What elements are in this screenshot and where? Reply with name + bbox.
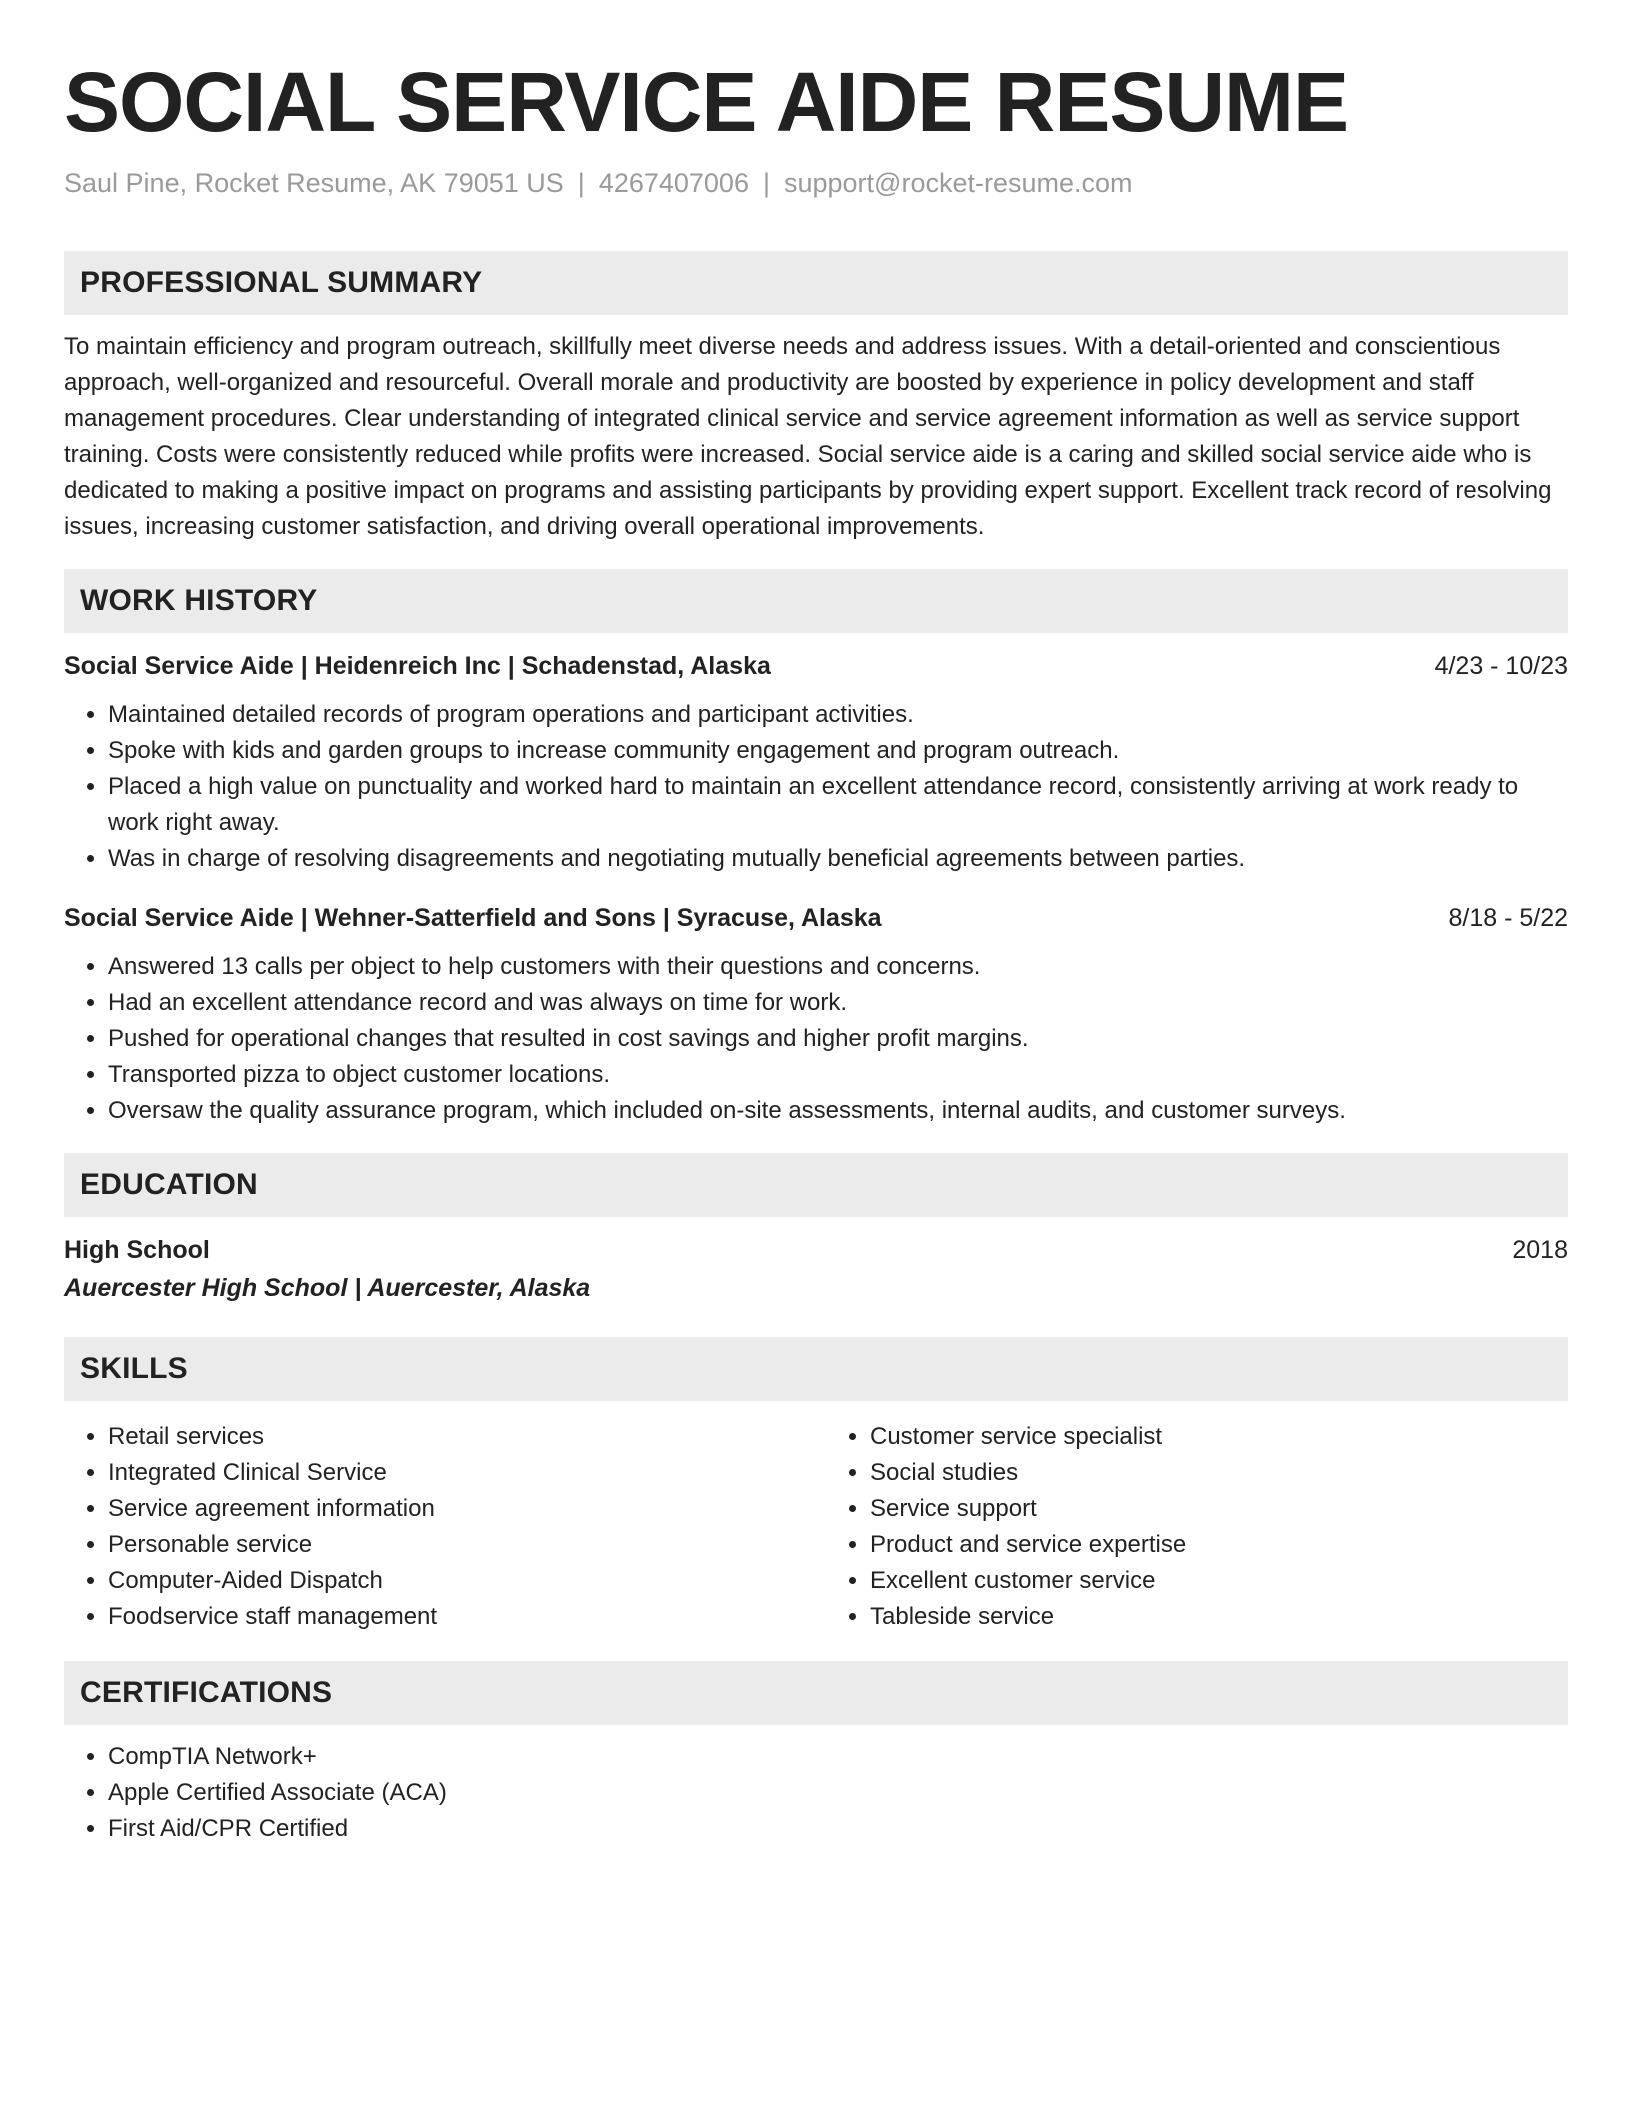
certifications-list <box>64 1739 1568 1847</box>
job-title: Social Service Aide | Wehner-Satterfield and Sons | Syracuse, Alaska <box>64 904 882 933</box>
section-heading-education: EDUCATION <box>64 1153 1568 1217</box>
skill-item: • Service support <box>870 1491 1520 1527</box>
skill-item: • Integrated Clinical Service <box>108 1455 808 1491</box>
skill-item: • Service agreement information <box>108 1491 808 1527</box>
skills-columns <box>64 1419 1568 1635</box>
skill-item: • Tableside service <box>870 1599 1520 1635</box>
contact-address: Saul Pine, Rocket Resume, AK 79051 US <box>64 168 564 199</box>
skill-item: • Foodservice staff management <box>108 1599 808 1635</box>
job-bullet: • Maintained detailed records of program operations and participant activities. <box>108 697 1568 733</box>
section-heading-certifications: CERTIFICATIONS <box>64 1661 1568 1725</box>
education-header <box>64 1233 1568 1267</box>
job-dates: 4/23 - 10/23 <box>1434 652 1568 681</box>
skill-item: • Retail services <box>108 1419 808 1455</box>
job-title: Social Service Aide | Heidenreich Inc | Schadenstad, Alaska <box>64 652 771 681</box>
job-bullet: • Placed a high value on punctuality and worked hard to maintain an excellent attendance record, consistently arriving at work ready to work right away. <box>108 769 1568 841</box>
job-bullet: • Had an excellent attendance record and was always on time for work. <box>108 985 1568 1021</box>
education-year: 2018 <box>1512 1236 1568 1265</box>
job-bullets <box>64 697 1568 877</box>
skill-item: • Excellent customer service <box>870 1563 1520 1599</box>
job-header <box>64 649 1568 683</box>
job-bullet: • Pushed for operational changes that resulted in cost savings and higher profit margins. <box>108 1021 1568 1057</box>
skill-item: • Social studies <box>870 1455 1520 1491</box>
job-bullets <box>64 949 1568 1129</box>
skills-list-left <box>64 1419 808 1635</box>
job-bullet: • Oversaw the quality assurance program, which included on-site assessments, internal audits, and customer surveys. <box>108 1093 1568 1129</box>
job-bullet: • Spoke with kids and garden groups to increase community engagement and program outreach. <box>108 733 1568 769</box>
section-heading-summary: PROFESSIONAL SUMMARY <box>64 251 1568 315</box>
skill-item: • Personable service <box>108 1527 808 1563</box>
skill-item: • Customer service specialist <box>870 1419 1520 1455</box>
education-degree: High School <box>64 1236 210 1265</box>
resume-title: SOCIAL SERVICE AIDE RESUME <box>64 55 1349 149</box>
section-heading-work-history: WORK HISTORY <box>64 569 1568 633</box>
resume-page <box>64 56 1568 1847</box>
section-heading-skills: SKILLS <box>64 1337 1568 1401</box>
certification-item: • CompTIA Network+ <box>108 1739 1568 1775</box>
job-bullet: • Answered 13 calls per object to help customers with their questions and concerns. <box>108 949 1568 985</box>
education-school: Auercester High School | Auercester, Alaska <box>64 1274 591 1303</box>
certification-item: • Apple Certified Associate (ACA) <box>108 1775 1568 1811</box>
skill-item: • Product and service expertise <box>870 1527 1520 1563</box>
job-dates: 8/18 - 5/22 <box>1448 904 1568 933</box>
job-header <box>64 901 1568 935</box>
summary-text: To maintain efficiency and program outreach, skillfully meet diverse needs and address issues. With a detail-oriented and conscientious approach, well-organized and resourceful. Overall morale and productivity are boosted by experience in policy development and staff management procedures. Clear understanding of integrated clinical service and service agreement information as well as service support training. Costs were consistently reduced while profits were increased. Social service aide is a caring and skilled social service aide who is dedicated to making a positive impact on programs and assisting participants by providing expert support. Excellent track record of resolving issues, increasing customer satisfaction, and driving overall operational improvements. <box>64 333 1552 541</box>
certification-item: • First Aid/CPR Certified <box>108 1811 1568 1847</box>
job-bullet: • Was in charge of resolving disagreements and negotiating mutually beneficial agreements between parties. <box>108 841 1568 877</box>
contact-separator: | <box>577 168 585 199</box>
contact-email: support@rocket-resume.com <box>783 168 1133 199</box>
contact-line <box>64 166 1568 201</box>
skill-item: • Computer-Aided Dispatch <box>108 1563 808 1599</box>
contact-separator: | <box>762 168 770 199</box>
contact-phone: 4267407006 <box>598 168 749 199</box>
job-bullet: • Transported pizza to object customer locations. <box>108 1057 1568 1093</box>
skills-list-right <box>826 1419 1520 1635</box>
